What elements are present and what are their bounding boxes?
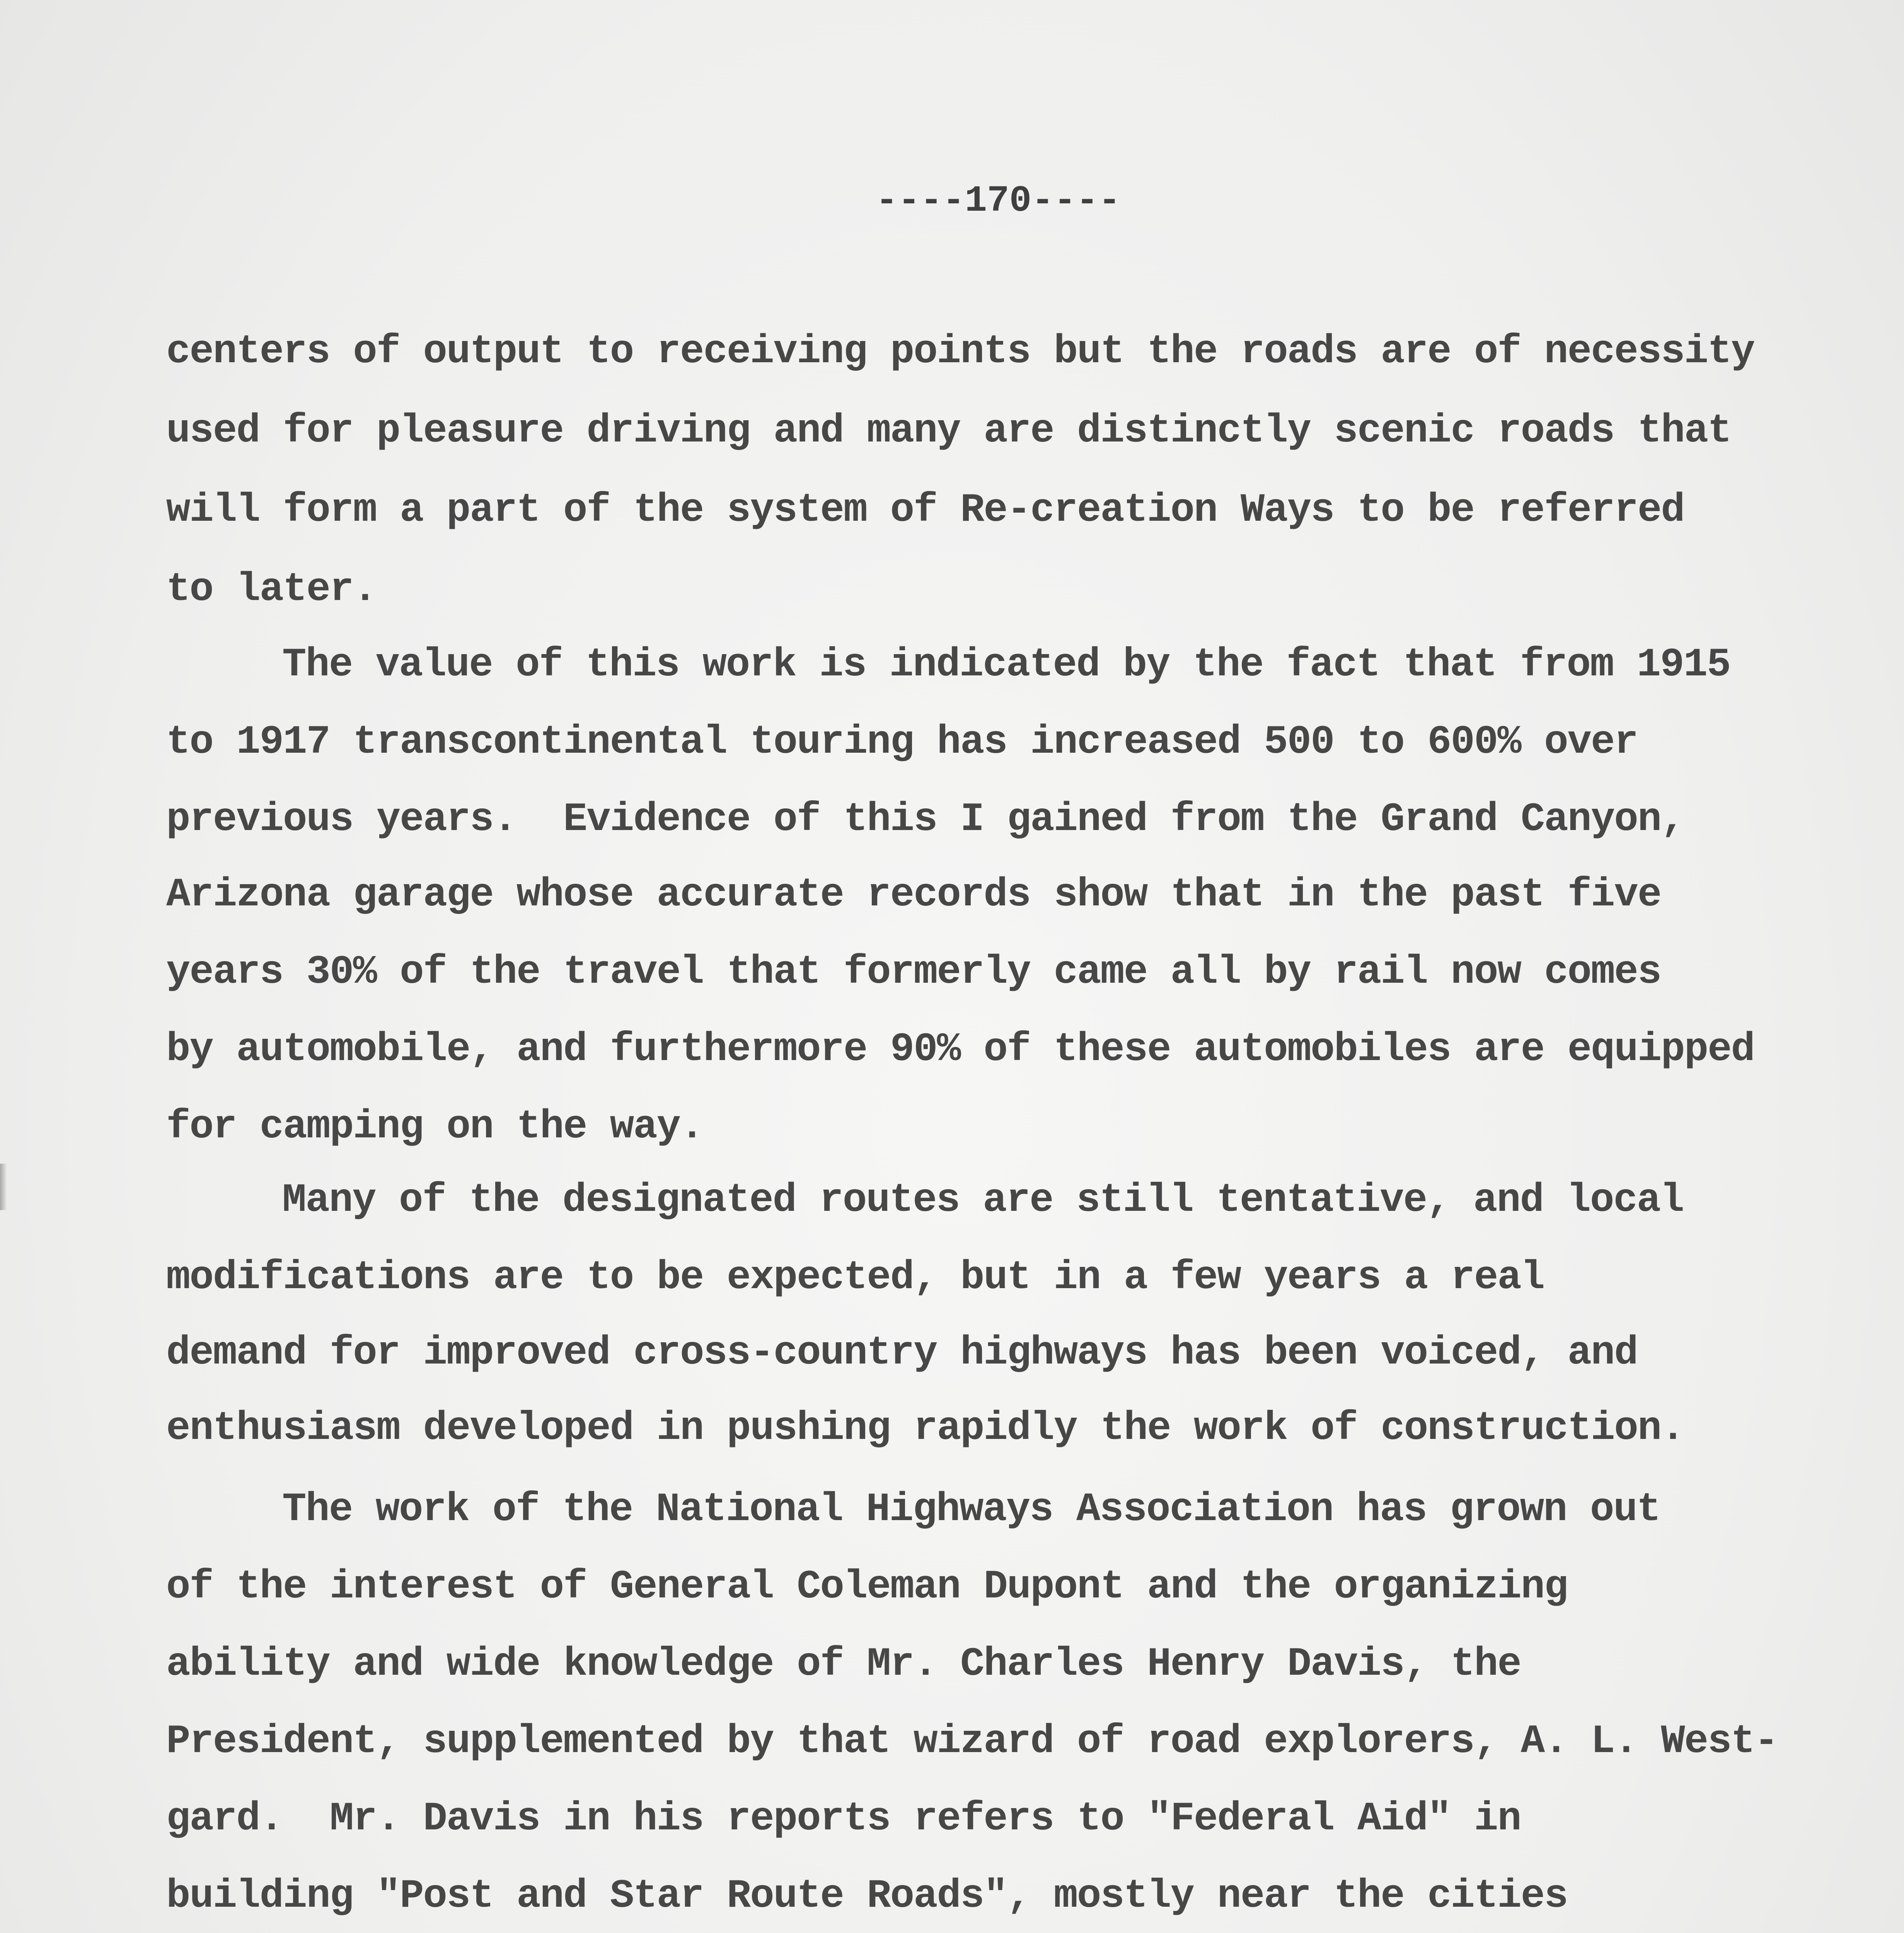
text-line: by automobile, and furthermore 90% of these automobiles are equipped <box>166 1027 1754 1072</box>
text-line: of the interest of General Coleman Dupont and the organizing <box>166 1564 1568 1610</box>
page-number: ----170---- <box>876 180 1121 222</box>
text-line: The work of the National Highways Association has grown out <box>282 1487 1660 1532</box>
text-line: to later. <box>166 567 377 612</box>
text-line: President, supplemented by that wizard of road explorers, A. L. West- <box>166 1719 1778 1764</box>
text-line: previous years. Evidence of this I gained from the Grand Canyon, <box>166 797 1684 842</box>
text-line: years 30% of the travel that formerly came all by rail now comes <box>166 949 1661 995</box>
text-line: used for pleasure driving and many are distinctly scenic roads that <box>166 408 1731 454</box>
text-line: Many of the designated routes are still tentative, and local <box>282 1178 1684 1223</box>
text-line: ability and wide knowledge of Mr. Charles Henry Davis, the <box>166 1642 1521 1687</box>
text-line: to 1917 transcontinental touring has increased 500 to 600% over <box>166 719 1638 765</box>
text-line: building "Post and Star Route Roads", mostly near the cities <box>166 1873 1568 1919</box>
text-line: modifications are to be expected, but in a few years a real <box>166 1255 1544 1301</box>
paper-edge-mark <box>0 1164 7 1210</box>
text-line: The value of this work is indicated by the fact that from 1915 <box>282 642 1730 688</box>
text-line: for camping on the way. <box>166 1104 704 1150</box>
text-line: enthusiasm developed in pushing rapidly the work of construction. <box>166 1406 1684 1451</box>
text-line: gard. Mr. Davis in his reports refers to "Federal Aid" in <box>166 1796 1521 1842</box>
text-line: demand for improved cross-country highways has been voiced, and <box>166 1330 1638 1376</box>
text-line: Arizona garage whose accurate records show that in the past five <box>166 872 1661 918</box>
text-line: centers of output to receiving points but the roads are of necessity <box>166 329 1754 375</box>
text-line: will form a part of the system of Re-creation Ways to be referred <box>166 488 1684 533</box>
